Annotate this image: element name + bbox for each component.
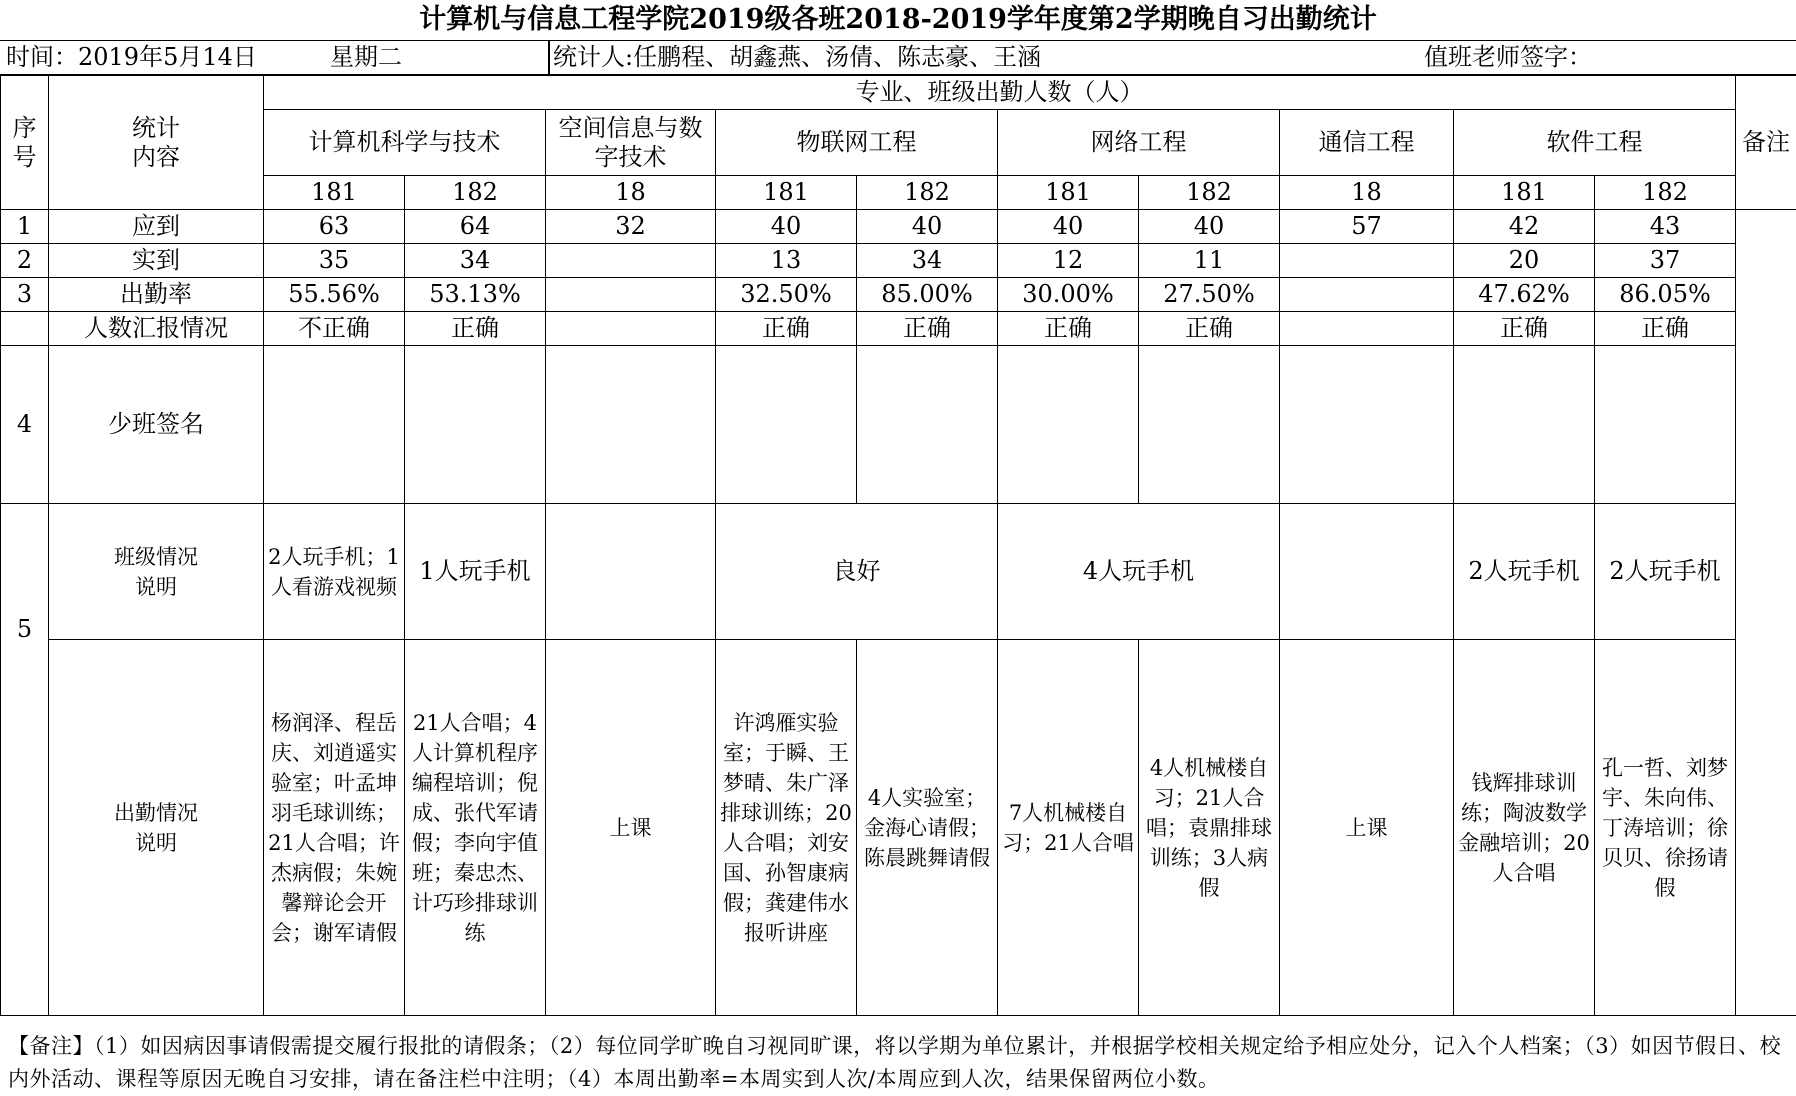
status-cell: 2人玩手机: [1454, 504, 1595, 640]
data-cell: 13: [716, 244, 857, 278]
row-signature: [1, 346, 1796, 504]
data-cell: 57: [1280, 210, 1454, 244]
sheet-title: 计算机与信息工程学院2019级各班2018-2019学年度第2学期晚自习出勤统计: [0, 0, 1796, 41]
data-cell: 32: [546, 210, 716, 244]
seq-header: 序号: [1, 76, 49, 210]
major-spatial: 空间信息与数字技术: [546, 110, 716, 176]
row-actual: [1, 244, 1796, 278]
data-cell: 63: [264, 210, 405, 244]
row-class-status: [1, 504, 1796, 640]
data-cell: 正确: [857, 312, 998, 346]
row-expected: [1, 210, 1796, 244]
status-cell: 良好: [716, 504, 998, 640]
data-cell: 47.62%: [1454, 278, 1595, 312]
data-cell: [1280, 278, 1454, 312]
data-cell: 53.13%: [405, 278, 546, 312]
row-seq: 2: [1, 244, 49, 278]
class-cell: 182: [857, 176, 998, 210]
status-cell: [546, 504, 716, 640]
row-label: 实到: [49, 244, 264, 278]
data-cell: [1280, 312, 1454, 346]
status-cell: [1280, 504, 1454, 640]
row-label: 人数汇报情况: [49, 312, 264, 346]
data-cell: 35: [264, 244, 405, 278]
data-cell: 37: [1595, 244, 1736, 278]
data-cell: 12: [998, 244, 1139, 278]
data-cell: 20: [1454, 244, 1595, 278]
footer-notes: 【备注】（1）如因病因事请假需提交履行报批的请假条；（2）每位同学旷晚自习视同旷课，将以学期为单位累计，并根据学校相关规定给予相应处分，记入个人档案；（3）如因节假日、校内外活动、课程等原因无晚自习安排，请在备注栏中注明；（4）本周出勤率=本周实到人次/本周应到人次，结果保留两位小数。: [8, 1034, 1782, 1091]
signature-cell: [405, 346, 546, 504]
class-cell: 182: [405, 176, 546, 210]
data-cell: 34: [857, 244, 998, 278]
row-label: 出勤情况 说明: [49, 640, 264, 1016]
row-label: 出勤率: [49, 278, 264, 312]
class-cell: 181: [716, 176, 857, 210]
remark-header: 备注: [1736, 76, 1796, 210]
major-comm: 通信工程: [1280, 110, 1454, 176]
class-cell: 182: [1595, 176, 1736, 210]
notes-cell: 孔一哲、刘梦宇、朱向伟、丁涛培训；徐贝贝、徐扬请假: [1595, 640, 1736, 1016]
status-cell: 4人玩手机: [998, 504, 1280, 640]
data-cell: 55.56%: [264, 278, 405, 312]
row-label: 少班签名: [49, 346, 264, 504]
row-seq: 3: [1, 278, 49, 312]
major-network: 网络工程: [998, 110, 1280, 176]
data-cell: 正确: [1454, 312, 1595, 346]
attendance-table: [0, 75, 1796, 1016]
data-cell: 正确: [1139, 312, 1280, 346]
data-cell: 32.50%: [716, 278, 857, 312]
data-cell: 40: [998, 210, 1139, 244]
data-cell: [546, 244, 716, 278]
signature-cell: [546, 346, 716, 504]
row-report: [1, 312, 1796, 346]
notes-cell: 许鸿雁实验室；于瞬、王梦晴、朱广泽排球训练；20人合唱；刘安国、孙智康病假；龚建伟水报听讲座: [716, 640, 857, 1016]
row-seq: 4: [1, 346, 49, 504]
class-cell: 18: [1280, 176, 1454, 210]
data-cell: 34: [405, 244, 546, 278]
signature-cell: [1280, 346, 1454, 504]
notes-cell: 上课: [546, 640, 716, 1016]
row-label: 应到: [49, 210, 264, 244]
row-seq: 5: [1, 504, 49, 1016]
date-text: 时间：2019年5月14日: [6, 43, 257, 71]
class-cell: 18: [546, 176, 716, 210]
notes-cell: 杨润泽、程岳庆、刘逍遥实验室；叶孟坤羽毛球训练；21人合唱；许杰病假；朱婉馨辩论会开会；谢军请假: [264, 640, 405, 1016]
notes-cell: 钱辉排球训练；陶波数学金融培训；20人合唱: [1454, 640, 1595, 1016]
notes-cell: 7人机械楼自习；21人合唱: [998, 640, 1139, 1016]
data-cell: 正确: [405, 312, 546, 346]
row-rate: [1, 278, 1796, 312]
info-divider: [548, 40, 550, 74]
data-cell: 86.05%: [1595, 278, 1736, 312]
data-cell: 64: [405, 210, 546, 244]
signature-cell: [1139, 346, 1280, 504]
class-cell: 182: [1139, 176, 1280, 210]
row-seq: 1: [1, 210, 49, 244]
signature-cell: [716, 346, 857, 504]
data-cell: 不正确: [264, 312, 405, 346]
notes-cell: 4人机械楼自习；21人合唱；袁鼎排球训练；3人病假: [1139, 640, 1280, 1016]
class-cell: 181: [1454, 176, 1595, 210]
signature-cell: [1595, 346, 1736, 504]
data-cell: 正确: [1595, 312, 1736, 346]
content-header: 统计 内容: [49, 76, 264, 210]
row-seq: [1, 312, 49, 346]
status-cell: 2人玩手机: [1595, 504, 1736, 640]
row-label: 班级情况 说明: [49, 504, 264, 640]
data-cell: 85.00%: [857, 278, 998, 312]
teacher-sign-label: 值班老师签字：: [1424, 43, 1592, 71]
data-cell: [546, 278, 716, 312]
info-bar: [0, 40, 1796, 75]
weekday-text: 星期二: [330, 43, 402, 71]
status-cell: 1人玩手机: [405, 504, 546, 640]
major-iot: 物联网工程: [716, 110, 998, 176]
row-attendance-notes: [1, 640, 1796, 1016]
group-header: 专业、班级出勤人数（人）: [264, 76, 1736, 110]
signature-cell: [264, 346, 405, 504]
data-cell: 正确: [716, 312, 857, 346]
signature-cell: [1454, 346, 1595, 504]
data-cell: 40: [716, 210, 857, 244]
class-cell: 181: [998, 176, 1139, 210]
data-cell: 正确: [998, 312, 1139, 346]
notes-cell: 上课: [1280, 640, 1454, 1016]
data-cell: 40: [857, 210, 998, 244]
remark-cell: [1736, 210, 1796, 1016]
notes-cell: 4人实验室；金海心请假；陈晨跳舞请假: [857, 640, 998, 1016]
major-cs: 计算机科学与技术: [264, 110, 546, 176]
status-cell: 2人玩手机；1人看游戏视频: [264, 504, 405, 640]
data-cell: 43: [1595, 210, 1736, 244]
data-cell: [1280, 244, 1454, 278]
class-cell: 181: [264, 176, 405, 210]
notes-cell: 21人合唱；4人计算机程序编程培训；倪成、张代军请假；李向宇值班；秦忠杰、计巧珍排球训练: [405, 640, 546, 1016]
data-cell: 27.50%: [1139, 278, 1280, 312]
counters-text: 统计人:任鹏程、胡鑫燕、汤倩、陈志豪、王涵: [553, 43, 1042, 71]
data-cell: 42: [1454, 210, 1595, 244]
data-cell: 40: [1139, 210, 1280, 244]
signature-cell: [998, 346, 1139, 504]
data-cell: 30.00%: [998, 278, 1139, 312]
data-cell: [546, 312, 716, 346]
major-software: 软件工程: [1454, 110, 1736, 176]
signature-cell: [857, 346, 998, 504]
data-cell: 11: [1139, 244, 1280, 278]
